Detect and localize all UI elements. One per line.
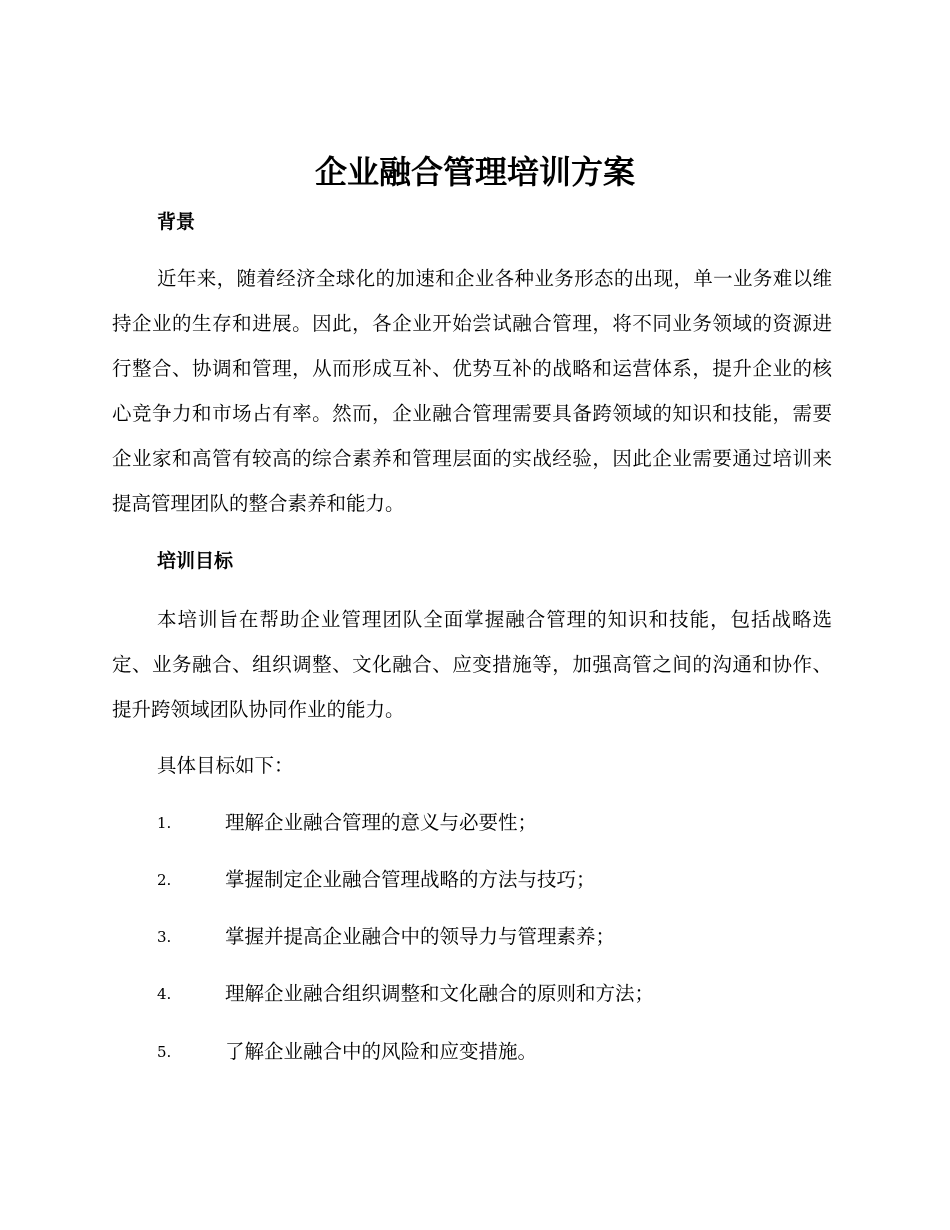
- list-item: [157, 808, 837, 838]
- list-item: [157, 922, 837, 952]
- goals-list-lead: 具体目标如下：: [157, 754, 294, 777]
- list-item-text: 理解企业融合管理的意义与必要性；: [225, 811, 538, 834]
- list-item-number: 5.: [157, 1043, 172, 1061]
- list-item-text: 了解企业融合中的风险和应变措施。: [225, 1040, 538, 1063]
- list-item-number: 3.: [157, 928, 172, 946]
- list-item: [157, 979, 837, 1009]
- list-item-text: 理解企业融合组织调整和文化融合的原则和方法；: [225, 982, 655, 1005]
- list-item: [157, 865, 837, 895]
- list-item-text: 掌握并提高企业融合中的领导力与管理素养；: [225, 925, 616, 948]
- list-item-number: 1.: [157, 814, 172, 832]
- section-heading-training-goals: 培训目标: [157, 550, 234, 572]
- list-item: [157, 1037, 837, 1067]
- background-paragraph: 近年来，随着经济全球化的加速和企业各种业务形态的出现，单一业务难以维持企业的生存和进展。因此，各企业开始尝试融合管理，将不同业务领域的资源进行整合、协调和管理，从而形成互补、优势互补的战略和运营体系，提升企业的核心竞争力和市场占有率。然而，企业融合管理需要具备跨领域的知识和技能，需要企业家和高管有较高的综合素养和管理层面的实战经验，因此企业需要通过培训来提高管理团队的整合素养和能力。: [112, 267, 832, 515]
- list-item-number: 2.: [157, 871, 172, 889]
- document-title: 企业融合管理培训方案: [314, 153, 635, 191]
- training-goals-paragraph: 本培训旨在帮助企业管理团队全面掌握融合管理的知识和技能，包括战略选定、业务融合、组织调整、文化融合、应变措施等，加强高管之间的沟通和协作、提升跨领域团队协同作业的能力。: [112, 608, 832, 721]
- list-item-text: 掌握制定企业融合管理战略的方法与技巧；: [225, 868, 596, 891]
- section-heading-background: 背景: [157, 211, 196, 233]
- list-item-number: 4.: [157, 985, 172, 1003]
